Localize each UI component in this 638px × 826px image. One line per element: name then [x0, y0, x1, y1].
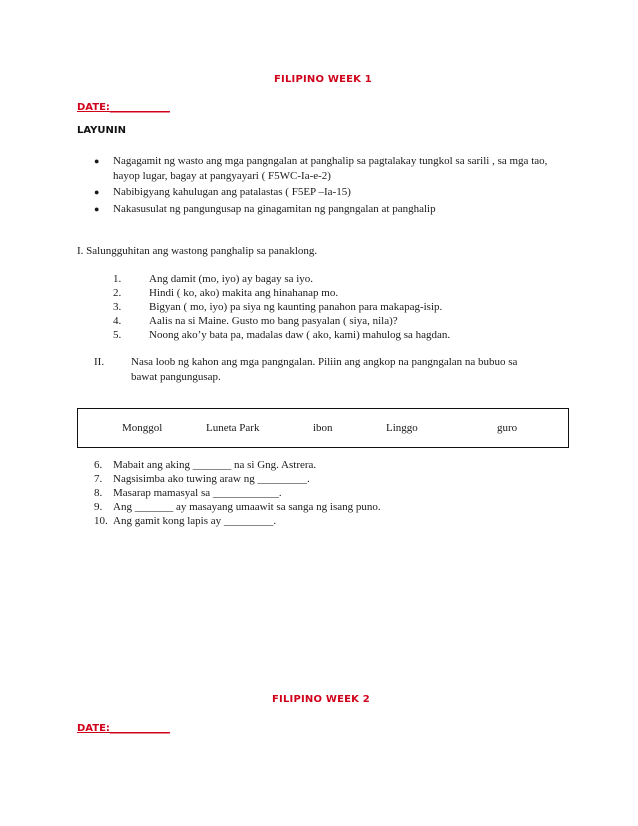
item-text: Masarap mamasyal sa ____________. — [113, 487, 282, 499]
word-bank-item: guro — [497, 422, 518, 434]
bullet-icon: ● — [94, 187, 100, 197]
part2-numeral: II. — [94, 356, 105, 368]
objective-item: Nagagamit ng wasto ang mga pangngalan at panghalip sa pagtalakay tungkol sa sarili , sa mga tao, hayop lugar, bagay at pangyayari ( F5WC-Ia-e-2) — [113, 155, 548, 182]
item-text: Bigyan ( mo, iyo) pa siya ng kaunting panahon para makapag-isip. — [149, 301, 443, 313]
item-text: Ang gamit kong lapis ay _________. — [113, 515, 277, 527]
objectives-heading: LAYUNIN — [77, 125, 126, 136]
item-number: 8. — [94, 487, 103, 499]
item-text: Ang damit (mo, iyo) ay bagay sa iyo. — [149, 273, 314, 285]
item-text: Ang _______ ay masayang umaawit sa sanga ng isang puno. — [113, 501, 381, 513]
item-number: 10. — [94, 515, 108, 527]
item-text: Noong ako’y bata pa, madalas daw ( ako, kami) mahulog sa hagdan. — [149, 329, 451, 341]
item-number: 9. — [94, 501, 103, 513]
bullet-icon: ● — [94, 204, 100, 214]
part1-instruction: I. Salungguhitan ang wastong panghalip sa panaklong. — [77, 245, 318, 257]
item-text: Mabait ang aking _______ na si Gng. Astrera. — [113, 459, 317, 471]
item-number: 6. — [94, 459, 103, 471]
word-bank-item: ibon — [313, 422, 333, 434]
item-text: Nagsisimba ako tuwing araw ng _________. — [113, 473, 310, 485]
objective-item: Nabibigyang kahulugan ang patalastas ( F5EP –Ia-15) — [113, 186, 351, 198]
objective-item: Nakasusulat ng pangungusap na ginagamitan ng pangngalan at panghalip — [113, 203, 436, 215]
word-bank-item: Monggol — [122, 422, 163, 434]
item-number: 4. — [113, 315, 122, 327]
week1-date-label: DATE:____________ — [77, 102, 170, 113]
item-number: 1. — [113, 273, 122, 285]
item-number: 7. — [94, 473, 103, 485]
week1-title: FILIPINO WEEK 1 — [274, 74, 372, 85]
bullet-icon: ● — [94, 156, 100, 166]
word-bank-box — [77, 408, 569, 448]
item-text: Aalis na si Maine. Gusto mo bang pasyalan ( siya, nila)? — [149, 315, 398, 327]
item-number: 3. — [113, 301, 122, 313]
item-text: Hindi ( ko, ako) makita ang hinahanap mo. — [149, 287, 339, 299]
item-number: 2. — [113, 287, 122, 299]
word-bank-item: Luneta Park — [206, 422, 260, 434]
week2-title: FILIPINO WEEK 2 — [272, 694, 370, 705]
part2-instruction: Nasa loob ng kahon ang mga pangngalan. Piliin ang angkop na pangngalan na bubuo sa — [131, 356, 518, 368]
week2-date-label: DATE:____________ — [77, 723, 170, 734]
part2-instruction-cont: bawat pangungusap. — [131, 371, 221, 383]
word-bank-item: Linggo — [386, 422, 418, 434]
item-number: 5. — [113, 329, 122, 341]
